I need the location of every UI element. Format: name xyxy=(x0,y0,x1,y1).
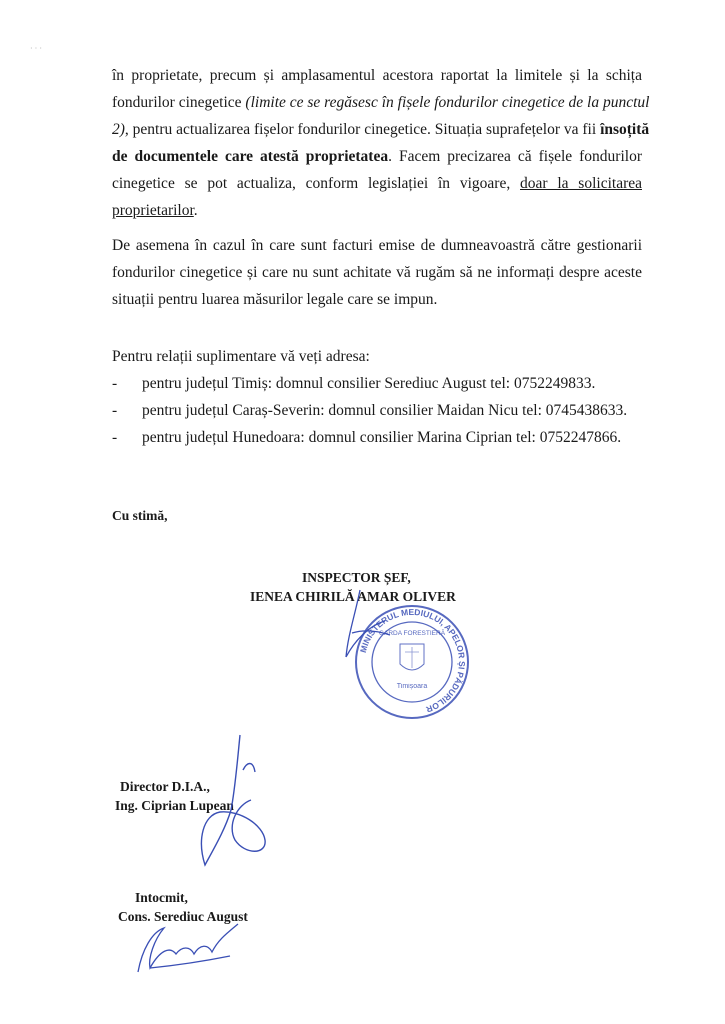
svg-text:GARDA FORESTIERĂ: GARDA FORESTIERĂ xyxy=(378,630,446,637)
director-signature xyxy=(185,730,280,880)
svg-text:Timișoara: Timișoara xyxy=(396,683,428,690)
contact-item-caras-severin: - pentru județul Caraș-Severin: domnul consilier Maidan Nicu tel: 0745438633. xyxy=(112,402,628,419)
inspector-name: IENEA CHIRILĂ AMAR OLIVER xyxy=(250,589,456,604)
text-line: cinegetice se pot actualiza, conform legislației în vigoare, doar la solicitarea xyxy=(112,175,642,192)
director-title: Director D.I.A., xyxy=(120,779,210,794)
text-line: în proprietate, precum și amplasamentul acestora raportat la limitele și la schița xyxy=(112,67,642,84)
scan-artifact: · · · xyxy=(30,44,42,53)
text-line: de documentele care atestă proprietatea. Facem precizarea că fișele fondurilor xyxy=(112,148,642,165)
official-stamp xyxy=(352,602,472,722)
contacts-intro: Pentru relații suplimentare vă veți adresa: xyxy=(112,348,370,365)
text-line: fondurilor cinegetice și care nu sunt achitate vă rugăm să ne informați despre aceste xyxy=(112,264,642,281)
contact-item-timis: - pentru județul Timiș: domnul consilier Serediuc August tel: 0752249833. xyxy=(112,375,596,392)
author-title: Intocmit, xyxy=(135,890,188,905)
text-line: De asemena în cazul în care sunt facturi emise de dumneavoastră către gestionarii xyxy=(112,237,642,254)
inspector-title: INSPECTOR ȘEF, xyxy=(302,570,411,585)
director-name: Ing. Ciprian Lupean xyxy=(115,798,234,813)
svg-text:MINISTERUL MEDIULUI, APELOR ȘI: MINISTERUL MEDIULUI, APELOR ȘI PĂDURILOR xyxy=(357,606,468,715)
text-line: fondurilor cinegetice (limite ce se regăsesc în fișele fondurilor cinegetice de la punctul xyxy=(112,94,650,111)
text-line: situații pentru luarea măsurilor legale care se impun. xyxy=(112,291,438,308)
text-line: 2), pentru actualizarea fișelor fondurilor cinegetice. Situația suprafețelor va fii însoțită xyxy=(112,121,650,138)
closing-salutation: Cu stimă, xyxy=(112,508,168,523)
paragraph-invoices xyxy=(112,232,642,313)
author-signature xyxy=(130,910,250,980)
author-name: Cons. Serediuc August xyxy=(118,909,248,924)
text-line: proprietarilor. xyxy=(112,202,198,219)
contact-item-hunedoara: - pentru județul Hunedoara: domnul consilier Marina Ciprian tel: 0752247866. xyxy=(112,429,622,446)
paragraph-property xyxy=(112,62,650,224)
